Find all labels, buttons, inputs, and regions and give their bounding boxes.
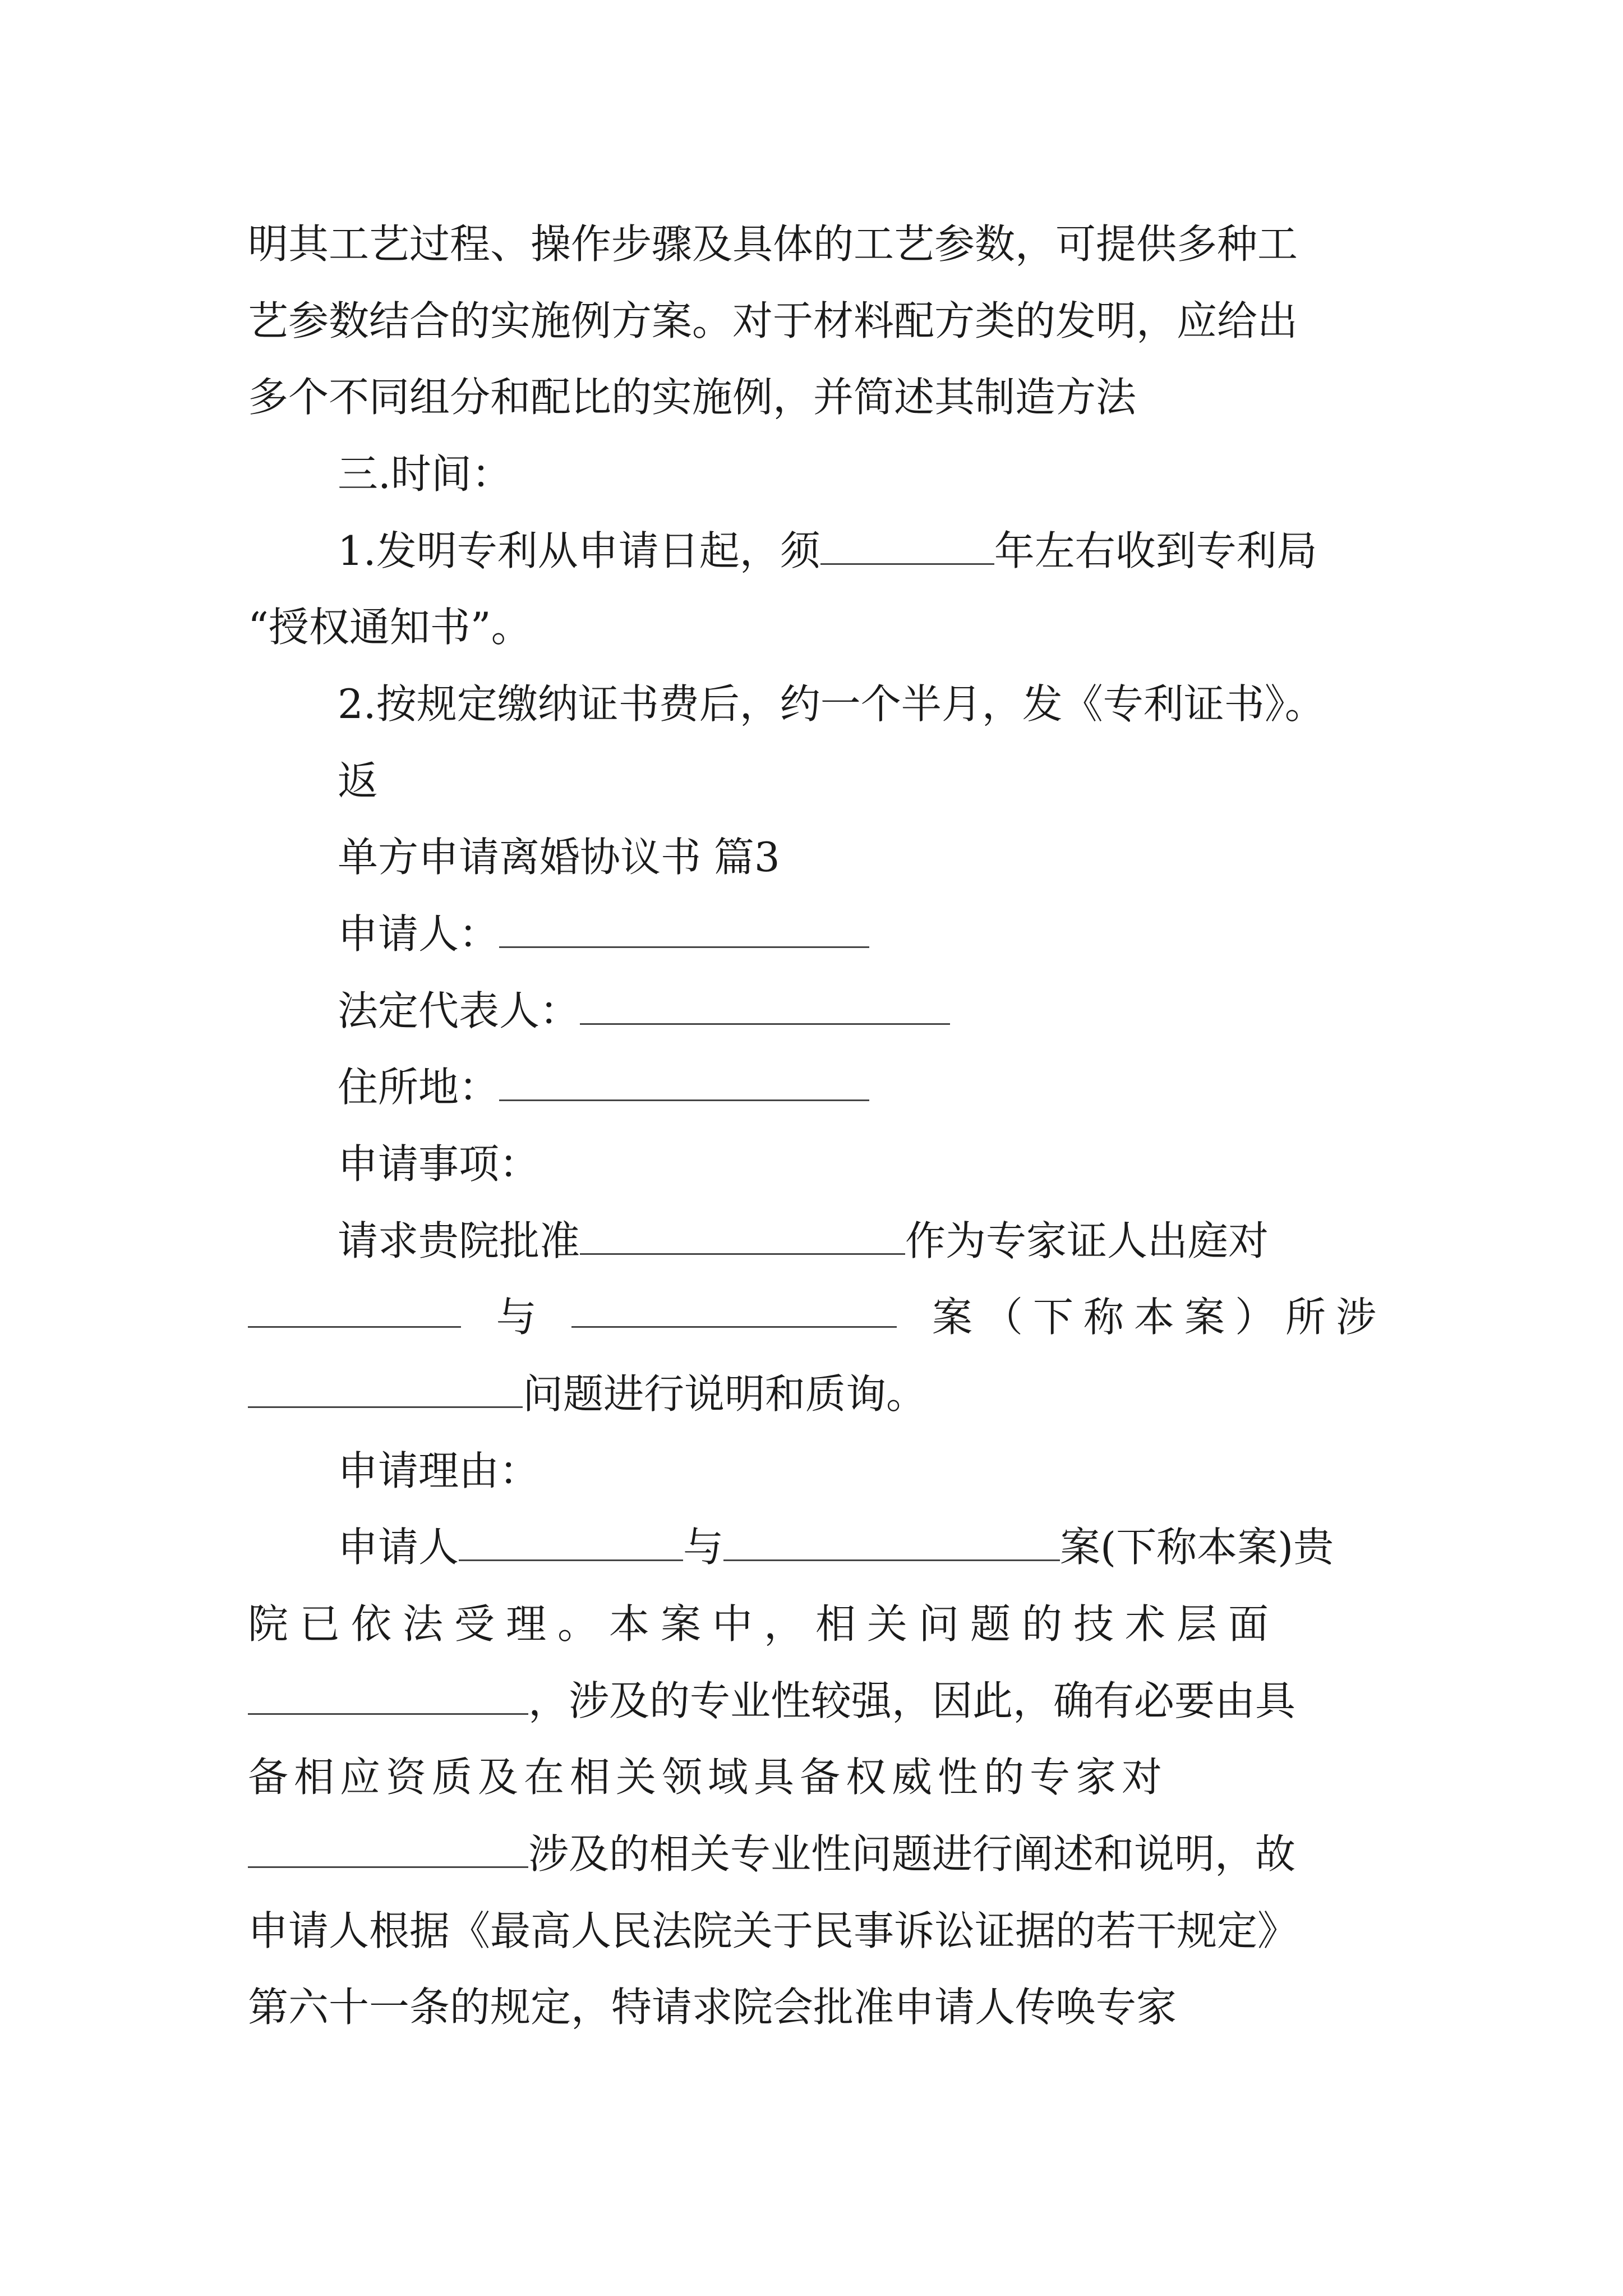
blank-line [248,1676,528,1715]
field-label: 申请人： [338,910,500,958]
section-heading-reason: 申请理由： [338,1447,540,1494]
blank-line [820,526,994,565]
blank-line [580,1216,905,1255]
paragraph-line: 多个不同组分和配比的实施例，并简述其制造方法 [248,374,1137,421]
reason-line-1 [338,1519,1386,1575]
field-applicant [338,906,1386,962]
matters-line-1 [338,1213,1386,1269]
blank-line [459,1522,683,1561]
time-item-1-text-after: 年左右收到专利局 [994,527,1317,574]
field-address [338,1059,1386,1115]
time-item-2: 2.按规定缴纳证书费后，约一个半月，发《专利证书》。 [338,680,1325,728]
matters-line-2 [248,1289,1386,1345]
blank-line [571,1289,897,1328]
reason-line-7: 第六十一条的规定，特请求院会批准申请人传唤专家 [248,1984,1177,2031]
blank-line [499,1062,869,1101]
matters-text: 与 [496,1294,537,1341]
reason-text: 案(下称本案)贵 [1060,1524,1334,1571]
time-item-1-continued: “授权通知书”。 [248,604,532,651]
matters-text: 案（下称本案）所涉 [932,1294,1386,1341]
reason-line-6: 申请人根据《最高人民法院关于民事诉讼证据的若干规定》 [248,1907,1298,1954]
blank-line [580,986,950,1025]
blank-line [723,1522,1060,1561]
reason-line-3 [248,1673,1386,1729]
matters-text: 请求贵院批准 [338,1217,580,1264]
reason-line-2: 院已依法受理。本案中，相关问题的技术层面 [248,1600,1280,1648]
field-legal-representative [338,983,1386,1039]
matters-line-3 [248,1366,1386,1422]
return-text: 返 [338,757,379,804]
blank-line [248,1289,461,1328]
section-heading-time: 三.时间： [338,450,512,498]
paragraph-line: 明其工艺过程、操作步骤及具体的工艺参数，可提供多种工 [248,220,1298,268]
section-title: 单方申请离婚协议书 篇3 [338,834,780,881]
blank-line [248,1369,523,1408]
reason-text: 涉及的相关专业性问题进行阐述和说明，故 [528,1830,1296,1878]
time-item-1 [338,523,1386,579]
section-heading-matters: 申请事项： [338,1140,540,1188]
blank-line [499,909,869,948]
field-label: 住所地： [338,1064,500,1111]
matters-text: 问题进行说明和质询。 [523,1370,927,1418]
paragraph-line: 艺参数结合的实施例方案。对于材料配方类的发明，应给出 [248,297,1298,344]
field-label: 法定代表人： [338,987,580,1034]
time-item-1-text: 1.发明专利从申请日起，须 [338,527,820,574]
blank-line [248,1829,528,1868]
reason-text: 申请人 [338,1524,459,1571]
reason-line-5 [248,1826,1386,1882]
reason-line-4: 备相应资质及在相关领域具备权威性的专家对 [248,1754,1168,1801]
matters-text: 作为专家证人出庭对 [905,1217,1269,1264]
reason-text: ，涉及的专业性较强，因此，确有必要由具 [528,1677,1296,1724]
reason-text: 与 [683,1524,724,1571]
